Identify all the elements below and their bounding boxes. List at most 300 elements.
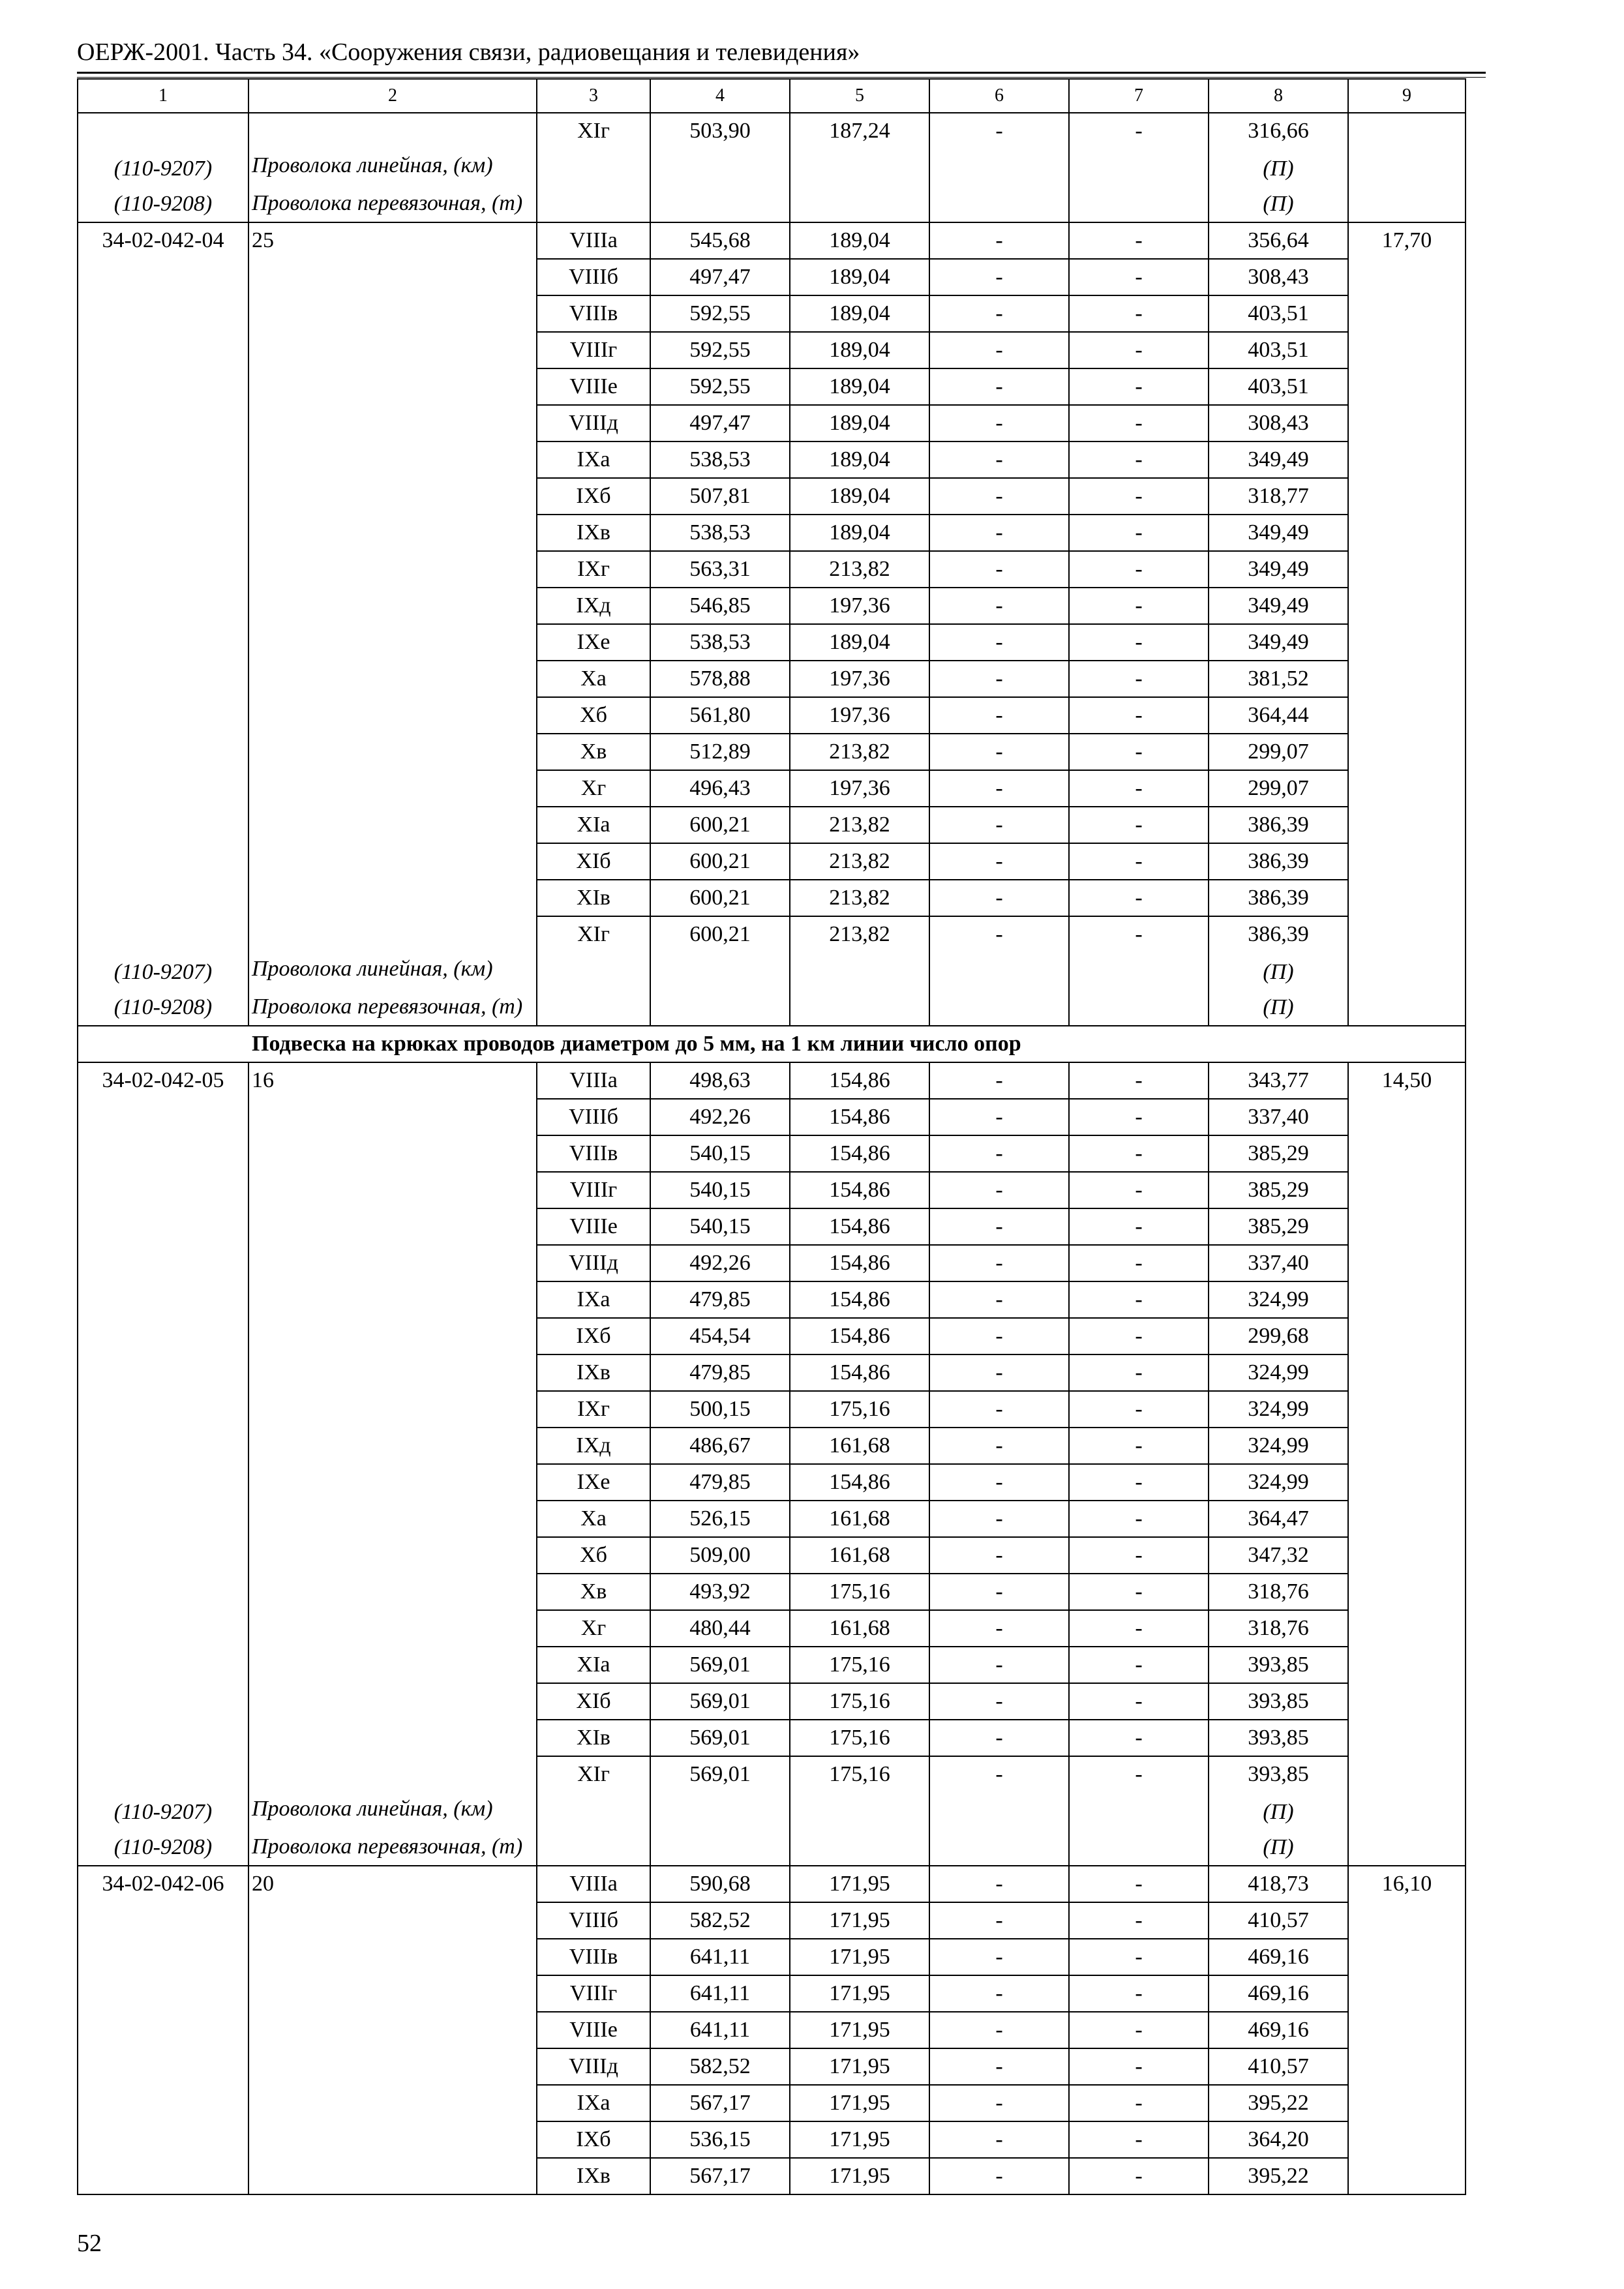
rate-code-cell bbox=[78, 368, 248, 405]
machine-wages-cell: - bbox=[1069, 2048, 1209, 2085]
quantity-cell bbox=[248, 734, 537, 770]
wages-cell: 154,86 bbox=[790, 1099, 929, 1135]
machines-cell: - bbox=[929, 515, 1069, 551]
machines-cell: - bbox=[929, 478, 1069, 515]
total-cost-cell: 498,63 bbox=[650, 1062, 790, 1099]
materials-cell: 418,73 bbox=[1209, 1866, 1348, 1902]
zone-cell: VIIIб bbox=[537, 1902, 650, 1939]
column-number-row bbox=[78, 79, 1466, 113]
rate-code-cell bbox=[78, 1683, 248, 1720]
zone-cell: IXб bbox=[537, 478, 650, 515]
zone-cell: IXа bbox=[537, 441, 650, 478]
machine-wages-cell: - bbox=[1069, 295, 1209, 332]
zone-cell: VIIIб bbox=[537, 1099, 650, 1135]
quantity-cell bbox=[248, 551, 537, 588]
rate-code-cell bbox=[78, 624, 248, 661]
quantity-cell bbox=[248, 1245, 537, 1281]
materials-cell: 324,99 bbox=[1209, 1354, 1348, 1391]
zone-cell: IXд bbox=[537, 588, 650, 624]
quantity-cell bbox=[248, 1172, 537, 1208]
total-cost-cell: 538,53 bbox=[650, 624, 790, 661]
machine-wages-cell: - bbox=[1069, 1866, 1209, 1902]
zone-cell: IXа bbox=[537, 2085, 650, 2121]
machines-cell: - bbox=[929, 807, 1069, 843]
rates-table bbox=[77, 78, 1466, 2195]
machine-wages-cell: - bbox=[1069, 661, 1209, 697]
materials-cell: 324,99 bbox=[1209, 1464, 1348, 1501]
machines-cell: - bbox=[929, 1975, 1069, 2012]
quantity-cell bbox=[248, 1281, 537, 1318]
table-row bbox=[78, 770, 1466, 807]
wages-cell: 213,82 bbox=[790, 916, 929, 952]
wages-cell: 213,82 bbox=[790, 551, 929, 588]
material-unit: (П) bbox=[1209, 952, 1348, 990]
header-rule-thin bbox=[77, 77, 1486, 78]
materials-cell: 349,49 bbox=[1209, 588, 1348, 624]
section-heading-row bbox=[78, 1026, 1466, 1062]
material-unit: (П) bbox=[1209, 990, 1348, 1026]
zone-cell: IXг bbox=[537, 551, 650, 588]
material-code: (110-9207) bbox=[78, 149, 248, 187]
empty-cell bbox=[650, 149, 790, 187]
quantity-cell bbox=[248, 1756, 537, 1792]
table-row bbox=[78, 1208, 1466, 1245]
quantity-cell bbox=[248, 478, 537, 515]
rate-code-cell bbox=[78, 2121, 248, 2158]
empty-cell bbox=[790, 187, 929, 222]
table-row bbox=[78, 1501, 1466, 1537]
total-cost-cell: 540,15 bbox=[650, 1135, 790, 1172]
machine-wages-cell: - bbox=[1069, 1610, 1209, 1647]
machines-cell: - bbox=[929, 222, 1069, 259]
machines-cell: - bbox=[929, 1428, 1069, 1464]
rate-code-cell bbox=[78, 1574, 248, 1610]
table-row bbox=[78, 1939, 1466, 1975]
machine-wages-cell: - bbox=[1069, 843, 1209, 880]
total-cost-cell: 492,26 bbox=[650, 1245, 790, 1281]
labor-cell bbox=[1348, 734, 1466, 770]
rate-code-cell bbox=[78, 2085, 248, 2121]
empty-cell bbox=[650, 1830, 790, 1866]
machine-wages-cell: - bbox=[1069, 1172, 1209, 1208]
machines-cell: - bbox=[929, 1391, 1069, 1428]
labor-cell bbox=[1348, 1208, 1466, 1245]
total-cost-cell: 538,53 bbox=[650, 515, 790, 551]
table-row bbox=[78, 843, 1466, 880]
rate-code-cell bbox=[78, 1939, 248, 1975]
total-cost-cell: 600,21 bbox=[650, 916, 790, 952]
rate-code-cell bbox=[78, 1902, 248, 1939]
wages-cell: 175,16 bbox=[790, 1647, 929, 1683]
labor-cell bbox=[1348, 2085, 1466, 2121]
quantity-cell bbox=[248, 2012, 537, 2048]
zone-cell: VIIIд bbox=[537, 405, 650, 441]
zone-cell: IXг bbox=[537, 1391, 650, 1428]
table-row bbox=[78, 1135, 1466, 1172]
total-cost-cell: 569,01 bbox=[650, 1647, 790, 1683]
rate-code-cell bbox=[78, 1647, 248, 1683]
machines-cell: - bbox=[929, 1720, 1069, 1756]
zone-cell: XIг bbox=[537, 1756, 650, 1792]
material-row bbox=[78, 990, 1466, 1026]
labor-cell bbox=[1348, 1135, 1466, 1172]
labor-cell bbox=[1348, 405, 1466, 441]
zone-cell: Xа bbox=[537, 661, 650, 697]
rate-code-cell bbox=[78, 1501, 248, 1537]
materials-cell: 395,22 bbox=[1209, 2158, 1348, 2194]
rate-code-cell bbox=[78, 1208, 248, 1245]
materials-cell: 337,40 bbox=[1209, 1099, 1348, 1135]
table-row bbox=[78, 113, 1466, 149]
labor-cell bbox=[1348, 1099, 1466, 1135]
rate-code-cell bbox=[78, 1245, 248, 1281]
machine-wages-cell: - bbox=[1069, 1683, 1209, 1720]
rate-code-cell bbox=[78, 405, 248, 441]
total-cost-cell: 486,67 bbox=[650, 1428, 790, 1464]
material-code: (110-9208) bbox=[78, 990, 248, 1026]
labor-cell bbox=[1348, 1975, 1466, 2012]
materials-cell: 318,76 bbox=[1209, 1574, 1348, 1610]
empty-cell bbox=[1348, 1792, 1466, 1830]
empty-cell bbox=[790, 990, 929, 1026]
wages-cell: 154,86 bbox=[790, 1318, 929, 1354]
machines-cell: - bbox=[929, 1756, 1069, 1792]
materials-cell: 469,16 bbox=[1209, 1975, 1348, 2012]
rate-code-cell: 34-02-042-04 bbox=[78, 222, 248, 259]
zone-cell: VIIIе bbox=[537, 1208, 650, 1245]
total-cost-cell: 497,47 bbox=[650, 405, 790, 441]
labor-cell bbox=[1348, 441, 1466, 478]
materials-cell: 403,51 bbox=[1209, 368, 1348, 405]
labor-cell bbox=[1348, 1318, 1466, 1354]
labor-cell bbox=[1348, 1464, 1466, 1501]
material-name: Проволока линейная, (км) bbox=[248, 1792, 537, 1830]
table-row bbox=[78, 1647, 1466, 1683]
zone-cell: IXа bbox=[537, 1281, 650, 1318]
machine-wages-cell: - bbox=[1069, 770, 1209, 807]
machines-cell: - bbox=[929, 1902, 1069, 1939]
machines-cell: - bbox=[929, 1208, 1069, 1245]
rate-code-cell bbox=[78, 916, 248, 952]
table-row bbox=[78, 1062, 1466, 1099]
materials-cell: 386,39 bbox=[1209, 880, 1348, 916]
wages-cell: 171,95 bbox=[790, 2085, 929, 2121]
wages-cell: 197,36 bbox=[790, 697, 929, 734]
table-row bbox=[78, 1318, 1466, 1354]
table-row bbox=[78, 1574, 1466, 1610]
zone-cell: VIIIе bbox=[537, 368, 650, 405]
labor-cell bbox=[1348, 588, 1466, 624]
zone-cell: Xа bbox=[537, 1501, 650, 1537]
zone-cell: XIа bbox=[537, 807, 650, 843]
machine-wages-cell: - bbox=[1069, 405, 1209, 441]
total-cost-cell: 592,55 bbox=[650, 368, 790, 405]
empty-cell bbox=[929, 187, 1069, 222]
table-row bbox=[78, 368, 1466, 405]
materials-cell: 356,64 bbox=[1209, 222, 1348, 259]
total-cost-cell: 479,85 bbox=[650, 1464, 790, 1501]
zone-cell: VIIIа bbox=[537, 222, 650, 259]
materials-cell: 386,39 bbox=[1209, 843, 1348, 880]
header-rule bbox=[77, 72, 1486, 74]
material-unit: (П) bbox=[1209, 1792, 1348, 1830]
wages-cell: 189,04 bbox=[790, 222, 929, 259]
quantity-cell bbox=[248, 1610, 537, 1647]
wages-cell: 213,82 bbox=[790, 843, 929, 880]
materials-cell: 364,20 bbox=[1209, 2121, 1348, 2158]
table-row bbox=[78, 222, 1466, 259]
quantity-cell bbox=[248, 1683, 537, 1720]
table-row bbox=[78, 441, 1466, 478]
table-row bbox=[78, 405, 1466, 441]
empty-cell bbox=[929, 990, 1069, 1026]
material-code: (110-9207) bbox=[78, 1792, 248, 1830]
machines-cell: - bbox=[929, 1245, 1069, 1281]
rate-code-cell bbox=[78, 1756, 248, 1792]
labor-cell bbox=[1348, 1647, 1466, 1683]
labor-cell bbox=[1348, 1354, 1466, 1391]
table-row bbox=[78, 2048, 1466, 2085]
table-row bbox=[78, 1720, 1466, 1756]
rate-code-cell bbox=[78, 551, 248, 588]
machine-wages-cell: - bbox=[1069, 916, 1209, 952]
column-number: 1 bbox=[78, 79, 248, 113]
zone-cell: XIб bbox=[537, 843, 650, 880]
machine-wages-cell: - bbox=[1069, 551, 1209, 588]
page-number: 52 bbox=[77, 2230, 102, 2257]
machines-cell: - bbox=[929, 113, 1069, 149]
zone-cell: VIIIг bbox=[537, 1975, 650, 2012]
labor-cell bbox=[1348, 1610, 1466, 1647]
total-cost-cell: 546,85 bbox=[650, 588, 790, 624]
table-row bbox=[78, 588, 1466, 624]
empty-cell bbox=[929, 149, 1069, 187]
quantity-cell bbox=[248, 2158, 537, 2194]
wages-cell: 171,95 bbox=[790, 2158, 929, 2194]
column-number: 4 bbox=[650, 79, 790, 113]
zone-cell: IXв bbox=[537, 515, 650, 551]
total-cost-cell: 493,92 bbox=[650, 1574, 790, 1610]
total-cost-cell: 582,52 bbox=[650, 1902, 790, 1939]
quantity-cell bbox=[248, 332, 537, 368]
rate-code-cell bbox=[78, 1099, 248, 1135]
total-cost-cell: 590,68 bbox=[650, 1866, 790, 1902]
table-row bbox=[78, 2085, 1466, 2121]
wages-cell: 189,04 bbox=[790, 515, 929, 551]
materials-cell: 385,29 bbox=[1209, 1172, 1348, 1208]
rate-code-cell bbox=[78, 843, 248, 880]
materials-cell: 299,68 bbox=[1209, 1318, 1348, 1354]
labor-cell bbox=[1348, 770, 1466, 807]
machine-wages-cell: - bbox=[1069, 478, 1209, 515]
column-number: 5 bbox=[790, 79, 929, 113]
empty-cell bbox=[1069, 187, 1209, 222]
zone-cell: VIIIв bbox=[537, 1135, 650, 1172]
quantity-cell bbox=[248, 2121, 537, 2158]
empty-cell bbox=[650, 990, 790, 1026]
machine-wages-cell: - bbox=[1069, 807, 1209, 843]
quantity-cell bbox=[248, 1647, 537, 1683]
total-cost-cell: 569,01 bbox=[650, 1756, 790, 1792]
total-cost-cell: 600,21 bbox=[650, 880, 790, 916]
machines-cell: - bbox=[929, 1866, 1069, 1902]
materials-cell: 381,52 bbox=[1209, 661, 1348, 697]
materials-cell: 308,43 bbox=[1209, 405, 1348, 441]
rate-code-cell: 34-02-042-06 bbox=[78, 1866, 248, 1902]
zone-cell: XIв bbox=[537, 1720, 650, 1756]
wages-cell: 189,04 bbox=[790, 259, 929, 295]
zone-cell: VIIIд bbox=[537, 2048, 650, 2085]
machine-wages-cell: - bbox=[1069, 1939, 1209, 1975]
empty-cell bbox=[1348, 1830, 1466, 1866]
total-cost-cell: 479,85 bbox=[650, 1281, 790, 1318]
machines-cell: - bbox=[929, 1683, 1069, 1720]
machines-cell: - bbox=[929, 843, 1069, 880]
labor-cell bbox=[1348, 1902, 1466, 1939]
machine-wages-cell: - bbox=[1069, 1537, 1209, 1574]
rate-code-cell bbox=[78, 1354, 248, 1391]
machine-wages-cell: - bbox=[1069, 697, 1209, 734]
wages-cell: 154,86 bbox=[790, 1464, 929, 1501]
materials-cell: 403,51 bbox=[1209, 295, 1348, 332]
machine-wages-cell: - bbox=[1069, 1099, 1209, 1135]
quantity-cell bbox=[248, 1975, 537, 2012]
labor-cell bbox=[1348, 1172, 1466, 1208]
zone-cell: Xв bbox=[537, 734, 650, 770]
total-cost-cell: 641,11 bbox=[650, 2012, 790, 2048]
empty-cell bbox=[790, 1830, 929, 1866]
quantity-cell bbox=[248, 1902, 537, 1939]
machine-wages-cell: - bbox=[1069, 332, 1209, 368]
machine-wages-cell: - bbox=[1069, 368, 1209, 405]
rate-code-cell bbox=[78, 588, 248, 624]
quantity-cell bbox=[248, 807, 537, 843]
table-row bbox=[78, 2158, 1466, 2194]
rate-code-cell bbox=[78, 295, 248, 332]
empty-cell bbox=[929, 1830, 1069, 1866]
labor-cell bbox=[1348, 1245, 1466, 1281]
wages-cell: 189,04 bbox=[790, 368, 929, 405]
zone-cell: Xг bbox=[537, 1610, 650, 1647]
machines-cell: - bbox=[929, 1062, 1069, 1099]
labor-cell bbox=[1348, 368, 1466, 405]
zone-cell: VIIIд bbox=[537, 1245, 650, 1281]
table-row bbox=[78, 1756, 1466, 1792]
quantity-cell bbox=[248, 1428, 537, 1464]
machine-wages-cell: - bbox=[1069, 1647, 1209, 1683]
quantity-cell bbox=[248, 1537, 537, 1574]
machines-cell: - bbox=[929, 916, 1069, 952]
empty-cell bbox=[537, 149, 650, 187]
machine-wages-cell: - bbox=[1069, 1391, 1209, 1428]
machines-cell: - bbox=[929, 332, 1069, 368]
rate-code-cell bbox=[78, 332, 248, 368]
quantity-cell bbox=[248, 1464, 537, 1501]
wages-cell: 154,86 bbox=[790, 1354, 929, 1391]
machines-cell: - bbox=[929, 1610, 1069, 1647]
zone-cell: XIг bbox=[537, 916, 650, 952]
labor-cell bbox=[1348, 1939, 1466, 1975]
page-header: ОЕРЖ-2001. Часть 34. «Сооружения связи, радиовещания и телевидения» bbox=[77, 38, 860, 66]
wages-cell: 175,16 bbox=[790, 1683, 929, 1720]
machine-wages-cell: - bbox=[1069, 2158, 1209, 2194]
material-name: Проволока перевязочная, (т) bbox=[248, 990, 537, 1026]
table-row bbox=[78, 1281, 1466, 1318]
empty-cell bbox=[1348, 952, 1466, 990]
total-cost-cell: 600,21 bbox=[650, 807, 790, 843]
zone-cell: VIIIв bbox=[537, 295, 650, 332]
rate-code-cell bbox=[78, 1172, 248, 1208]
machine-wages-cell: - bbox=[1069, 1975, 1209, 2012]
labor-cell bbox=[1348, 697, 1466, 734]
total-cost-cell: 526,15 bbox=[650, 1501, 790, 1537]
rate-code-cell bbox=[78, 478, 248, 515]
machine-wages-cell: - bbox=[1069, 2121, 1209, 2158]
wages-cell: 154,86 bbox=[790, 1208, 929, 1245]
total-cost-cell: 567,17 bbox=[650, 2085, 790, 2121]
zone-cell: VIIIа bbox=[537, 1062, 650, 1099]
wages-cell: 189,04 bbox=[790, 405, 929, 441]
labor-cell bbox=[1348, 880, 1466, 916]
empty-cell bbox=[537, 1830, 650, 1866]
empty-cell bbox=[929, 1792, 1069, 1830]
wages-cell: 171,95 bbox=[790, 1975, 929, 2012]
quantity-cell bbox=[248, 405, 537, 441]
rates-table-body bbox=[78, 79, 1466, 2194]
total-cost-cell: 569,01 bbox=[650, 1720, 790, 1756]
machine-wages-cell: - bbox=[1069, 1574, 1209, 1610]
rate-code-cell bbox=[78, 734, 248, 770]
quantity-cell bbox=[248, 588, 537, 624]
materials-cell: 349,49 bbox=[1209, 515, 1348, 551]
material-code: (110-9208) bbox=[78, 187, 248, 222]
quantity-cell: 16 bbox=[248, 1062, 537, 1099]
quantity-cell bbox=[248, 880, 537, 916]
labor-cell bbox=[1348, 661, 1466, 697]
table-row bbox=[78, 478, 1466, 515]
total-cost-cell: 563,31 bbox=[650, 551, 790, 588]
material-name: Проволока линейная, (км) bbox=[248, 149, 537, 187]
zone-cell: IXе bbox=[537, 1464, 650, 1501]
quantity-cell bbox=[248, 2048, 537, 2085]
machines-cell: - bbox=[929, 259, 1069, 295]
table-row bbox=[78, 807, 1466, 843]
rate-code-cell bbox=[78, 1318, 248, 1354]
machine-wages-cell: - bbox=[1069, 441, 1209, 478]
rate-code-cell bbox=[78, 1464, 248, 1501]
total-cost-cell: 600,21 bbox=[650, 843, 790, 880]
table-row bbox=[78, 697, 1466, 734]
rate-code-cell bbox=[78, 1610, 248, 1647]
wages-cell: 189,04 bbox=[790, 332, 929, 368]
material-row bbox=[78, 187, 1466, 222]
wages-cell: 213,82 bbox=[790, 807, 929, 843]
wages-cell: 175,16 bbox=[790, 1720, 929, 1756]
empty-cell bbox=[650, 187, 790, 222]
machine-wages-cell: - bbox=[1069, 2012, 1209, 2048]
quantity-cell: 20 bbox=[248, 1866, 537, 1902]
total-cost-cell: 454,54 bbox=[650, 1318, 790, 1354]
wages-cell: 175,16 bbox=[790, 1391, 929, 1428]
quantity-cell bbox=[248, 843, 537, 880]
zone-cell: XIг bbox=[537, 113, 650, 149]
total-cost-cell: 496,43 bbox=[650, 770, 790, 807]
labor-cell bbox=[1348, 2012, 1466, 2048]
materials-cell: 349,49 bbox=[1209, 551, 1348, 588]
labor-cell bbox=[1348, 1428, 1466, 1464]
rate-code-cell bbox=[78, 2048, 248, 2085]
rate-code-cell bbox=[78, 1135, 248, 1172]
